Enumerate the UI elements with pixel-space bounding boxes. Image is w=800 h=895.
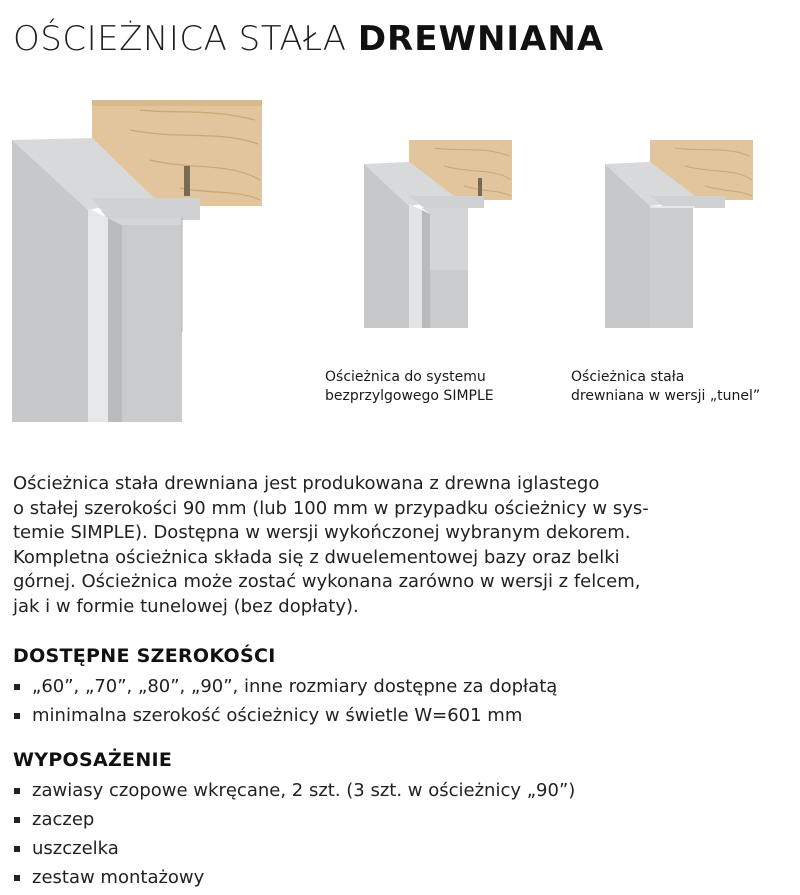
frame-image-tunnel [605, 140, 755, 330]
widths-list [13, 672, 557, 730]
list-item [13, 834, 575, 863]
title-bold: DREWNIANA [357, 19, 605, 59]
description-line: jak i w formie tunelowej (bez dopłaty). [13, 595, 359, 617]
description-line: temie SIMPLE). Dostępna w wersji wykończonej wybranym dekorem. [13, 522, 631, 543]
caption-tunnel-line-2: drewniana w wersji „tunel” [571, 388, 761, 404]
frame-image-rebate [10, 100, 265, 425]
page-title [13, 14, 604, 64]
list-item [13, 805, 575, 834]
description [13, 472, 788, 619]
bullet-icon [14, 875, 20, 881]
section-heading-widths: DOSTĘPNE SZEROKOŚCI [13, 645, 276, 667]
description-line: o stałej szerokości 90 mm (lub 100 mm w przypadku ościeżnicy w sys- [13, 497, 649, 519]
title-light: OŚCIEŻNICA STAŁA [13, 19, 347, 59]
description-line: Ościeżnica stała drewniana jest produkowana z drewna iglastego [13, 473, 600, 494]
description-line: górnej. Ościeżnica może zostać wykonana zarówno w wersji z felcem, [13, 571, 641, 592]
list-item-text: zawiasy czopowe wkręcane, 2 szt. (3 szt. w ościeżnicy „90”) [32, 780, 576, 801]
list-item [13, 701, 557, 730]
frame-simple-illustration [364, 140, 514, 330]
list-item [13, 776, 575, 805]
section-heading-equipment: WYPOSAŻENIE [13, 749, 173, 771]
bullet-icon [14, 846, 20, 852]
caption-simple-line-1: Ościeżnica do systemu [325, 369, 486, 385]
caption-tunnel [571, 368, 796, 406]
list-item-text: „60”, „70”, „80”, „90”, inne rozmiary dostępne za dopłatą [32, 676, 558, 697]
caption-simple-line-2: bezprzylgowego SIMPLE [325, 388, 494, 404]
bullet-icon [14, 684, 20, 690]
caption-simple [325, 368, 565, 406]
list-item-text: minimalna szerokość ościeżnicy w świetle W=601 mm [32, 705, 523, 726]
frame-tunnel-illustration [605, 140, 755, 330]
frame-rebate-illustration [10, 100, 265, 425]
description-line: Kompletna ościeżnica składa się z dwuelementowej bazy oraz belki [13, 546, 620, 568]
bullet-icon [14, 817, 20, 823]
list-item [13, 672, 557, 701]
bullet-icon [14, 788, 20, 794]
list-item-text: zestaw montażowy [32, 867, 205, 888]
equipment-list [13, 776, 575, 892]
list-item [13, 863, 575, 892]
frame-image-simple [364, 140, 514, 330]
caption-tunnel-line-1: Ościeżnica stała [571, 369, 685, 385]
bullet-icon [14, 713, 20, 719]
list-item-text: uszczelka [32, 838, 119, 859]
list-item-text: zaczep [32, 809, 95, 830]
